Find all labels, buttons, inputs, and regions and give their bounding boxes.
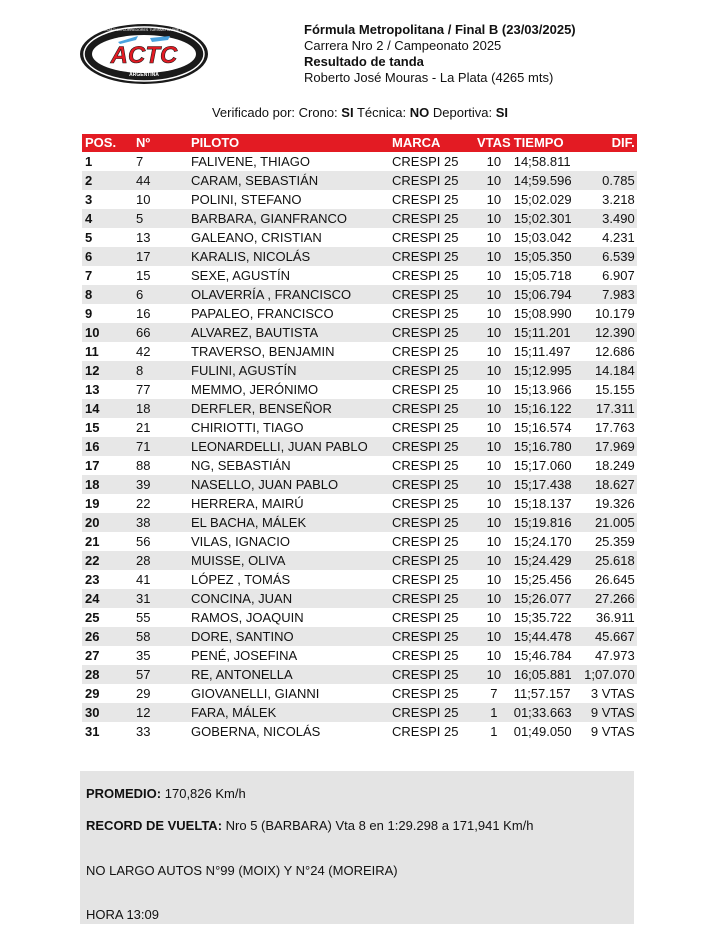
cell-brand: CRESPI 25 [389, 722, 474, 741]
cell-number: 42 [133, 342, 188, 361]
cell-laps: 10 [474, 171, 511, 190]
cell-driver: DERFLER, BENSEÑOR [188, 399, 389, 418]
deportiva-value: SI [495, 105, 509, 120]
cell-time: 16;05.881 [511, 665, 578, 684]
crono-value: SI [341, 105, 354, 120]
table-row [82, 266, 637, 285]
cell-time: 15;03.042 [511, 228, 578, 247]
cell-brand: CRESPI 25 [389, 380, 474, 399]
cell-diff: 17.763 [578, 418, 637, 437]
cell-pos: 9 [82, 304, 133, 323]
cell-number: 21 [133, 418, 188, 437]
cell-pos: 29 [82, 684, 133, 703]
cell-laps: 10 [474, 646, 511, 665]
cell-brand: CRESPI 25 [389, 437, 474, 456]
table-row [82, 608, 637, 627]
table-row [82, 361, 637, 380]
cell-pos: 5 [82, 228, 133, 247]
cell-driver: LÓPEZ , TOMÁS [188, 570, 389, 589]
cell-time: 14;59.596 [511, 171, 578, 190]
cell-diff: 18.249 [578, 456, 637, 475]
cell-number: 35 [133, 646, 188, 665]
table-row [82, 722, 637, 741]
cell-number: 55 [133, 608, 188, 627]
cell-time: 15;16.780 [511, 437, 578, 456]
cell-laps: 10 [474, 532, 511, 551]
col-brand: MARCA [389, 134, 474, 152]
col-diff: DIF. [578, 134, 637, 152]
cell-number: 15 [133, 266, 188, 285]
cell-driver: CHIRIOTTI, TIAGO [188, 418, 389, 437]
cell-time: 15;44.478 [511, 627, 578, 646]
table-row [82, 190, 637, 209]
cell-number: 28 [133, 551, 188, 570]
cell-pos: 7 [82, 266, 133, 285]
cell-pos: 23 [82, 570, 133, 589]
cell-diff: 9 VTAS [578, 703, 637, 722]
table-row [82, 646, 637, 665]
cell-brand: CRESPI 25 [389, 513, 474, 532]
cell-driver: PENÉ, JOSEFINA [188, 646, 389, 665]
promedio-line [86, 786, 246, 801]
logo-bottom-text: ARGENTINA [129, 72, 159, 78]
table-row [82, 475, 637, 494]
table-row [82, 627, 637, 646]
cell-pos: 24 [82, 589, 133, 608]
not-started-note: NO LARGO AUTOS N°99 (MOIX) Y N°24 (MOREIRA) [86, 863, 398, 878]
cell-laps: 10 [474, 437, 511, 456]
cell-diff: 3.218 [578, 190, 637, 209]
cell-pos: 12 [82, 361, 133, 380]
cell-number: 16 [133, 304, 188, 323]
table-row [82, 209, 637, 228]
cell-driver: LEONARDELLI, JUAN PABLO [188, 437, 389, 456]
results-table [82, 134, 637, 741]
table-row [82, 513, 637, 532]
cell-diff: 0.785 [578, 171, 637, 190]
cell-brand: CRESPI 25 [389, 171, 474, 190]
cell-laps: 10 [474, 627, 511, 646]
cell-pos: 31 [82, 722, 133, 741]
cell-laps: 1 [474, 722, 511, 741]
cell-time: 15;16.574 [511, 418, 578, 437]
table-row [82, 456, 637, 475]
cell-diff: 25.359 [578, 532, 637, 551]
cell-diff: 1;07.070 [578, 665, 637, 684]
cell-pos: 2 [82, 171, 133, 190]
cell-laps: 10 [474, 342, 511, 361]
col-laps: VTAS [474, 134, 511, 152]
table-row [82, 418, 637, 437]
cell-diff: 17.969 [578, 437, 637, 456]
cell-brand: CRESPI 25 [389, 684, 474, 703]
cell-number: 6 [133, 285, 188, 304]
promedio-label: PROMEDIO: [86, 786, 162, 801]
cell-diff: 36.911 [578, 608, 637, 627]
cell-diff: 47.973 [578, 646, 637, 665]
cell-time: 15;02.301 [511, 209, 578, 228]
cell-driver: TRAVERSO, BENJAMIN [188, 342, 389, 361]
cell-pos: 16 [82, 437, 133, 456]
table-row [82, 589, 637, 608]
cell-pos: 20 [82, 513, 133, 532]
cell-pos: 30 [82, 703, 133, 722]
cell-number: 8 [133, 361, 188, 380]
verification-line [0, 105, 720, 120]
cell-laps: 10 [474, 589, 511, 608]
cell-pos: 13 [82, 380, 133, 399]
cell-pos: 28 [82, 665, 133, 684]
cell-laps: 10 [474, 209, 511, 228]
table-row [82, 437, 637, 456]
cell-diff: 6.539 [578, 247, 637, 266]
promedio-value: 170,826 Km/h [164, 786, 246, 801]
table-header-row [82, 134, 637, 152]
record-line [86, 818, 534, 833]
cell-brand: CRESPI 25 [389, 475, 474, 494]
cell-brand: CRESPI 25 [389, 304, 474, 323]
cell-diff: 18.627 [578, 475, 637, 494]
actc-logo [78, 22, 210, 86]
cell-time: 15;06.794 [511, 285, 578, 304]
cell-brand: CRESPI 25 [389, 190, 474, 209]
summary-panel [80, 771, 634, 924]
cell-time: 15;16.122 [511, 399, 578, 418]
logo-top-text: ASOCIACION CORREDORES TURISMO CARRETERA [99, 28, 189, 32]
record-label: RECORD DE VUELTA: [86, 818, 223, 833]
table-row [82, 399, 637, 418]
cell-diff: 6.907 [578, 266, 637, 285]
cell-driver: KARALIS, NICOLÁS [188, 247, 389, 266]
cell-number: 77 [133, 380, 188, 399]
cell-number: 12 [133, 703, 188, 722]
cell-brand: CRESPI 25 [389, 665, 474, 684]
cell-pos: 15 [82, 418, 133, 437]
cell-driver: FULINI, AGUSTÍN [188, 361, 389, 380]
cell-driver: POLINI, STEFANO [188, 190, 389, 209]
cell-time: 01;33.663 [511, 703, 578, 722]
cell-pos: 25 [82, 608, 133, 627]
table-row [82, 323, 637, 342]
cell-driver: GIOVANELLI, GIANNI [188, 684, 389, 703]
cell-laps: 10 [474, 266, 511, 285]
cell-driver: DORE, SANTINO [188, 627, 389, 646]
cell-driver: SEXE, AGUSTÍN [188, 266, 389, 285]
cell-diff: 12.390 [578, 323, 637, 342]
cell-time: 15;12.995 [511, 361, 578, 380]
tecnica-value: NO [409, 105, 430, 120]
cell-brand: CRESPI 25 [389, 247, 474, 266]
cell-laps: 10 [474, 399, 511, 418]
cell-time: 15;19.816 [511, 513, 578, 532]
cell-time: 15;24.429 [511, 551, 578, 570]
cell-diff: 4.231 [578, 228, 637, 247]
race-title: Fórmula Metropolitana / Final B (23/03/2025) [304, 22, 576, 37]
cell-laps: 10 [474, 551, 511, 570]
cell-brand: CRESPI 25 [389, 285, 474, 304]
cell-diff: 3.490 [578, 209, 637, 228]
cell-laps: 10 [474, 190, 511, 209]
cell-time: 15;17.060 [511, 456, 578, 475]
cell-pos: 14 [82, 399, 133, 418]
col-pos: POS. [82, 134, 133, 152]
table-row [82, 342, 637, 361]
cell-pos: 8 [82, 285, 133, 304]
col-number: Nº [133, 134, 188, 152]
cell-driver: NASELLO, JUAN PABLO [188, 475, 389, 494]
cell-number: 39 [133, 475, 188, 494]
table-row [82, 304, 637, 323]
table-row [82, 494, 637, 513]
cell-brand: CRESPI 25 [389, 456, 474, 475]
cell-time: 01;49.050 [511, 722, 578, 741]
cell-driver: FARA, MÁLEK [188, 703, 389, 722]
col-time: TIEMPO [511, 134, 578, 152]
section-title: Resultado de tanda [304, 54, 424, 69]
table-row [82, 247, 637, 266]
cell-time: 15;05.718 [511, 266, 578, 285]
cell-diff: 10.179 [578, 304, 637, 323]
cell-laps: 10 [474, 323, 511, 342]
cell-number: 33 [133, 722, 188, 741]
cell-brand: CRESPI 25 [389, 342, 474, 361]
cell-number: 7 [133, 152, 188, 171]
cell-number: 29 [133, 684, 188, 703]
cell-diff: 3 VTAS [578, 684, 637, 703]
cell-driver: MEMMO, JERÓNIMO [188, 380, 389, 399]
cell-number: 57 [133, 665, 188, 684]
table-row [82, 551, 637, 570]
cell-laps: 1 [474, 703, 511, 722]
cell-pos: 26 [82, 627, 133, 646]
cell-pos: 6 [82, 247, 133, 266]
cell-diff: 17.311 [578, 399, 637, 418]
cell-diff: 45.667 [578, 627, 637, 646]
cell-time: 15;02.029 [511, 190, 578, 209]
cell-time: 15;26.077 [511, 589, 578, 608]
cell-laps: 10 [474, 228, 511, 247]
cell-number: 71 [133, 437, 188, 456]
cell-laps: 10 [474, 361, 511, 380]
table-row [82, 228, 637, 247]
table-row [82, 684, 637, 703]
cell-driver: VILAS, IGNACIO [188, 532, 389, 551]
cell-number: 38 [133, 513, 188, 532]
cell-brand: CRESPI 25 [389, 361, 474, 380]
cell-number: 22 [133, 494, 188, 513]
cell-laps: 10 [474, 608, 511, 627]
cell-pos: 18 [82, 475, 133, 494]
cell-laps: 10 [474, 456, 511, 475]
logo-main-text: ACTC [110, 42, 178, 69]
cell-laps: 10 [474, 247, 511, 266]
cell-diff: 7.983 [578, 285, 637, 304]
cell-diff: 14.184 [578, 361, 637, 380]
cell-driver: NG, SEBASTIÁN [188, 456, 389, 475]
cell-pos: 11 [82, 342, 133, 361]
cell-number: 13 [133, 228, 188, 247]
cell-driver: GOBERNA, NICOLÁS [188, 722, 389, 741]
cell-number: 58 [133, 627, 188, 646]
table-row [82, 532, 637, 551]
cell-brand: CRESPI 25 [389, 703, 474, 722]
cell-brand: CRESPI 25 [389, 646, 474, 665]
verification-prefix: Verificado por: Crono: [211, 105, 338, 120]
cell-time: 15;17.438 [511, 475, 578, 494]
cell-time: 15;13.966 [511, 380, 578, 399]
cell-brand: CRESPI 25 [389, 399, 474, 418]
cell-pos: 3 [82, 190, 133, 209]
cell-driver: ALVAREZ, BAUTISTA [188, 323, 389, 342]
cell-driver: EL BACHA, MÁLEK [188, 513, 389, 532]
cell-laps: 10 [474, 418, 511, 437]
table-row [82, 570, 637, 589]
cell-driver: HERRERA, MAIRÚ [188, 494, 389, 513]
cell-laps: 10 [474, 380, 511, 399]
cell-pos: 4 [82, 209, 133, 228]
cell-driver: CONCINA, JUAN [188, 589, 389, 608]
table-row [82, 152, 637, 171]
cell-laps: 10 [474, 513, 511, 532]
cell-number: 41 [133, 570, 188, 589]
cell-brand: CRESPI 25 [389, 627, 474, 646]
cell-brand: CRESPI 25 [389, 152, 474, 171]
cell-pos: 17 [82, 456, 133, 475]
cell-time: 15;46.784 [511, 646, 578, 665]
cell-number: 10 [133, 190, 188, 209]
cell-pos: 10 [82, 323, 133, 342]
cell-time: 14;58.811 [511, 152, 578, 171]
cell-number: 18 [133, 399, 188, 418]
cell-time: 15;11.497 [511, 342, 578, 361]
cell-number: 56 [133, 532, 188, 551]
cell-brand: CRESPI 25 [389, 551, 474, 570]
cell-pos: 21 [82, 532, 133, 551]
hora: HORA 13:09 [86, 907, 159, 922]
cell-diff: 12.686 [578, 342, 637, 361]
cell-number: 31 [133, 589, 188, 608]
cell-brand: CRESPI 25 [389, 418, 474, 437]
cell-brand: CRESPI 25 [389, 570, 474, 589]
cell-number: 17 [133, 247, 188, 266]
table-row [82, 285, 637, 304]
cell-driver: FALIVENE, THIAGO [188, 152, 389, 171]
cell-diff: 21.005 [578, 513, 637, 532]
cell-number: 88 [133, 456, 188, 475]
table-row [82, 171, 637, 190]
cell-number: 66 [133, 323, 188, 342]
cell-diff: 9 VTAS [578, 722, 637, 741]
cell-time: 11;57.157 [511, 684, 578, 703]
cell-time: 15;18.137 [511, 494, 578, 513]
cell-diff: 19.326 [578, 494, 637, 513]
cell-time: 15;25.456 [511, 570, 578, 589]
cell-diff: 15.155 [578, 380, 637, 399]
record-value: Nro 5 (BARBARA) Vta 8 en 1:29.298 a 171,941 Km/h [225, 818, 534, 833]
cell-brand: CRESPI 25 [389, 323, 474, 342]
cell-diff: 25.618 [578, 551, 637, 570]
cell-pos: 27 [82, 646, 133, 665]
cell-pos: 1 [82, 152, 133, 171]
cell-driver: GALEANO, CRISTIAN [188, 228, 389, 247]
cell-pos: 22 [82, 551, 133, 570]
deportiva-label: Deportiva: [432, 105, 493, 120]
cell-brand: CRESPI 25 [389, 532, 474, 551]
cell-time: 15;11.201 [511, 323, 578, 342]
cell-diff [578, 152, 637, 171]
cell-laps: 10 [474, 475, 511, 494]
cell-diff: 27.266 [578, 589, 637, 608]
cell-laps: 10 [474, 665, 511, 684]
race-subtitle: Carrera Nro 2 / Campeonato 2025 [304, 38, 502, 53]
cell-brand: CRESPI 25 [389, 266, 474, 285]
cell-driver: RE, ANTONELLA [188, 665, 389, 684]
race-header [304, 22, 576, 86]
cell-laps: 7 [474, 684, 511, 703]
table-row [82, 665, 637, 684]
cell-time: 15;05.350 [511, 247, 578, 266]
cell-driver: MUISSE, OLIVA [188, 551, 389, 570]
cell-diff: 26.645 [578, 570, 637, 589]
cell-pos: 19 [82, 494, 133, 513]
cell-time: 15;24.170 [511, 532, 578, 551]
cell-driver: RAMOS, JOAQUIN [188, 608, 389, 627]
table-row [82, 703, 637, 722]
cell-brand: CRESPI 25 [389, 494, 474, 513]
cell-laps: 10 [474, 570, 511, 589]
cell-laps: 10 [474, 494, 511, 513]
cell-driver: OLAVERRÍA , FRANCISCO [188, 285, 389, 304]
cell-number: 44 [133, 171, 188, 190]
cell-laps: 10 [474, 285, 511, 304]
cell-laps: 10 [474, 304, 511, 323]
venue: Roberto José Mouras - La Plata (4265 mts) [304, 70, 554, 85]
cell-brand: CRESPI 25 [389, 209, 474, 228]
cell-time: 15;35.722 [511, 608, 578, 627]
cell-time: 15;08.990 [511, 304, 578, 323]
table-row [82, 380, 637, 399]
cell-brand: CRESPI 25 [389, 228, 474, 247]
cell-number: 5 [133, 209, 188, 228]
cell-driver: PAPALEO, FRANCISCO [188, 304, 389, 323]
cell-driver: CARAM, SEBASTIÁN [188, 171, 389, 190]
cell-laps: 10 [474, 152, 511, 171]
cell-brand: CRESPI 25 [389, 589, 474, 608]
tecnica-label: Técnica: [356, 105, 407, 120]
col-driver: PILOTO [188, 134, 389, 152]
cell-brand: CRESPI 25 [389, 608, 474, 627]
cell-driver: BARBARA, GIANFRANCO [188, 209, 389, 228]
